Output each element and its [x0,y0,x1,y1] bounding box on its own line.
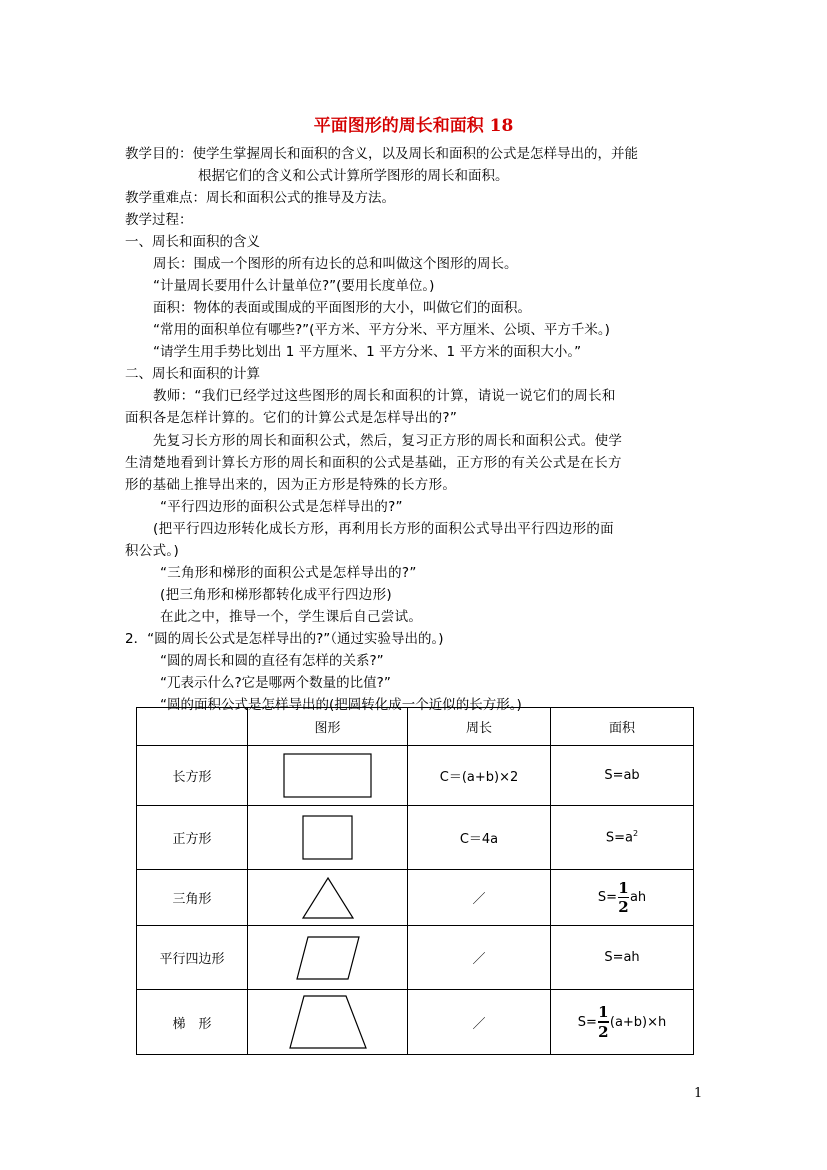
area-formula [551,806,694,870]
trapezoid-figure [248,990,408,1055]
shapes-table [136,707,694,1055]
text-line: 周长：围成一个图形的所有边长的总和叫做这个图形的周长。 [153,256,518,272]
table-row [137,990,694,1055]
text-line: 教学重难点：周长和面积公式的推导及方法。 [125,190,395,206]
shape-name: 梯 形 [137,990,248,1055]
text-line: 生清楚地看到计算长方形的周长和面积的公式是基础，正方形的有关公式是在长方 [125,455,622,471]
text-line: “计量周长要用什么计量单位?”(要用长度单位。) [153,278,435,294]
header-cell: 周长 [408,708,551,746]
square-figure [248,806,408,870]
text-line: “常用的面积单位有哪些?”(平方米、平方分米、平方厘米、公顷、平方千米。) [153,322,610,338]
area-formula-text: S=a [605,830,634,846]
table-row [137,746,694,806]
shape-name: 三角形 [137,870,248,926]
text-line: (把平行四边形转化成长方形，再利用长方形的面积公式导出平行四边形的面 [153,521,614,537]
rectangle-figure [248,746,408,806]
text-line: “圆的周长和圆的直径有怎样的关系?” [160,653,384,669]
page-number: 1 [694,1086,703,1101]
denominator: 2 [598,1022,609,1041]
area-formula: S=ah [551,926,694,990]
area-formula [551,870,694,926]
header-cell: 图形 [248,708,408,746]
denominator: 2 [618,898,629,917]
numerator: 1 [598,1003,609,1022]
perimeter-formula: C＝4a [408,806,551,870]
text-line: “兀表示什么?它是哪两个数量的比值?” [160,675,391,691]
table-row [137,806,694,870]
area-formula [551,990,694,1055]
text-line: 面积各是怎样计算的。它们的计算公式是怎样导出的?” [125,410,458,426]
shape-name: 正方形 [137,806,248,870]
section-heading: 一、周长和面积的含义 [125,234,260,250]
table-row [137,870,694,926]
text-line: 形的基础上推导出来的，因为正方形是特殊的长方形。 [125,477,457,493]
exponent: 2 [633,829,639,839]
fraction-one-half [618,878,629,917]
fraction-one-half [598,1005,609,1039]
section-heading: 二、周长和面积的计算 [125,366,260,382]
perimeter-formula: ／ [408,870,551,926]
page-title: 平面图形的周长和面积 18 [313,116,514,136]
triangle-figure [248,870,408,926]
area-formula-suffix: (a+b)×h [609,1014,667,1030]
area-formula: S=ab [551,746,694,806]
text-line: 教学目的：使学生掌握周长和面积的含义，以及周长和面积的公式是怎样导出的，并能 [125,146,638,162]
area-formula-suffix: ah [629,890,647,905]
text-line: “平行四边形的面积公式是怎样导出的?” [160,499,403,515]
perimeter-formula: ／ [408,926,551,990]
text-line: 根据它们的含义和公式计算所学图形的周长和面积。 [198,168,509,184]
text-line: “圆的面积公式是怎样导出的(把圆转化成一个近似的长方形。) [160,697,522,713]
text-line: (把三角形和梯形都转化成平行四边形) [160,587,392,603]
text-line: 先复习长方形的周长和面积公式，然后，复习正方形的周长和面积公式。使学 [153,433,623,449]
perimeter-formula: C＝(a+b)×2 [408,746,551,806]
text-line: 面积：物体的表面或围成的平面图形的大小，叫做它们的面积。 [153,300,531,316]
text-line: 教师：“我们已经学过这些图形的周长和面积的计算，请说一说它们的周长和 [153,388,616,404]
area-formula-prefix: S= [597,890,617,905]
header-cell [137,708,248,746]
text-line: 2．“圆的周长公式是怎样导出的?”（通过实验导出的。) [125,631,444,647]
table-header-row [137,708,694,746]
text-line: “请学生用手势比划出 1 平方厘米、1 平方分米、1 平方米的面积大小。” [153,344,582,360]
numerator: 1 [618,878,629,897]
text-line: 教学过程： [125,212,193,228]
table-row [137,926,694,990]
text-line: “三角形和梯形的面积公式是怎样导出的?” [160,565,417,581]
text-line: 积公式。) [125,543,180,559]
perimeter-formula: ／ [408,990,551,1055]
header-cell: 面积 [551,708,694,746]
area-formula-prefix: S= [577,1014,597,1030]
shape-name: 长方形 [137,746,248,806]
shape-name: 平行四边形 [137,926,248,990]
text-line: 在此之中，推导一个，学生课后自己尝试。 [160,609,423,625]
parallelogram-figure [248,926,408,990]
